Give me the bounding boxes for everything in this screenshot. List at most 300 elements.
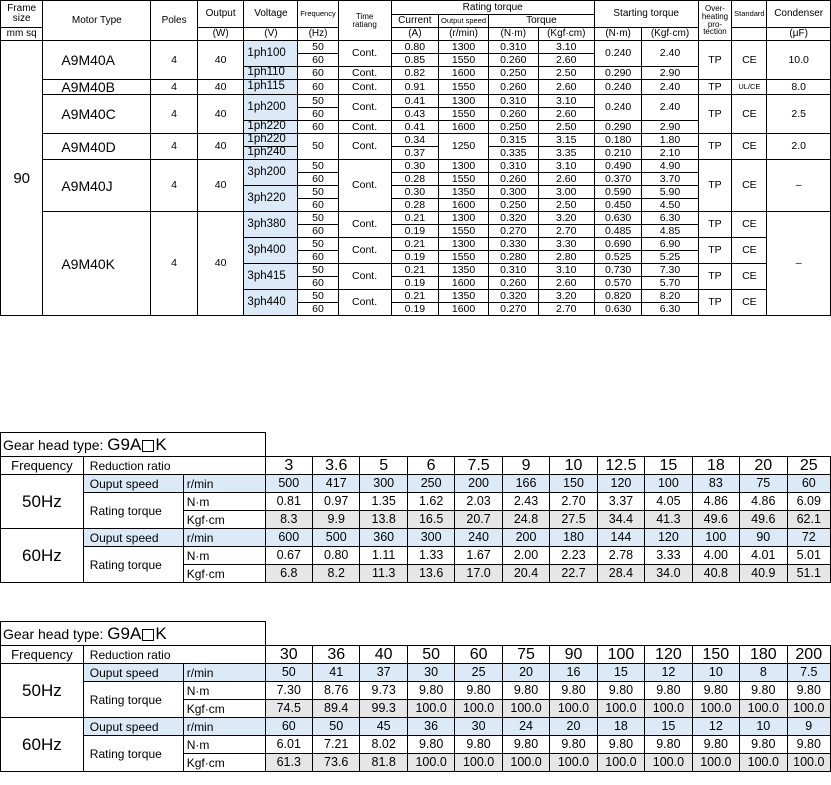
output-value: 40 — [197, 212, 244, 316]
start-torque-kgf: 2.40 — [642, 41, 698, 67]
standard-value: CE — [732, 264, 767, 290]
voltage-value: 3ph400 — [244, 238, 298, 264]
motor-model: A9M40A — [43, 41, 151, 80]
torque-kgf-value: 99.3 — [360, 700, 407, 718]
rating-value: 0.250 — [488, 199, 538, 212]
header-starting-torque: Starting torque — [594, 1, 698, 28]
speed-value: 200 — [455, 475, 502, 493]
torque-nm-value: 2.43 — [502, 493, 549, 511]
frequency-label: Frequency — [1, 457, 84, 475]
speed-value: 10 — [692, 664, 739, 682]
rating-value: 0.250 — [488, 67, 538, 80]
speed-value: 240 — [455, 529, 502, 547]
torque-nm-value: 2.03 — [455, 493, 502, 511]
rating-value: 3.10 — [538, 41, 594, 54]
rating-value: 0.320 — [488, 290, 538, 303]
speed-value: 120 — [645, 529, 692, 547]
rating-value: 0.21 — [391, 212, 439, 225]
speed-value: 72 — [787, 529, 830, 547]
rating-value: 4.50 — [642, 199, 698, 212]
speed-value: 12 — [645, 664, 692, 682]
ratio-value: 15 — [645, 457, 692, 475]
speed-value: 36 — [407, 718, 454, 736]
header-rating-torque: Rating torque — [391, 1, 594, 15]
rating-value: 0.37 — [391, 147, 439, 160]
header-time-rating: Time ratiang — [338, 1, 391, 41]
torque-kgf-value: 100.0 — [407, 700, 454, 718]
torque-kgf-value: 51.1 — [787, 565, 830, 583]
torque-kgf-value: 100.0 — [645, 700, 692, 718]
tp-value: TP — [698, 212, 732, 238]
torque-nm-value: 1.33 — [407, 547, 454, 565]
frequency-50hz: 50Hz — [1, 475, 84, 529]
checkbox-square-icon — [142, 629, 154, 641]
torque-nm-value: 9.80 — [407, 682, 454, 700]
blank-cell — [502, 433, 549, 457]
rating-value: 0.19 — [391, 303, 439, 316]
voltage-value: 1ph110 — [244, 67, 298, 80]
unit-nm: N·m — [183, 493, 265, 511]
speed-value: 41 — [313, 664, 360, 682]
speed-value: 30 — [407, 664, 454, 682]
torque-kgf-value: 6.8 — [265, 565, 312, 583]
time-rating-value: Cont. — [338, 238, 391, 264]
unit-nm: N·m — [183, 547, 265, 565]
rating-value: 0.43 — [391, 108, 439, 121]
motor-model: A9M40J — [43, 160, 151, 212]
poles-value: 4 — [151, 41, 198, 80]
rating-value: 0.260 — [488, 173, 538, 186]
rating-torque-label: Rating torque — [83, 736, 183, 772]
blank-cell — [740, 433, 787, 457]
unit-kgfcm: Kgf·cm — [183, 565, 265, 583]
torque-nm-value: 9.80 — [645, 682, 692, 700]
rating-value: 0.21 — [391, 290, 439, 303]
blank-cell — [645, 622, 692, 646]
freq-value: 50 — [298, 238, 338, 251]
voltage-value: 3ph380 — [244, 212, 298, 238]
torque-kgf-value: 100.0 — [597, 700, 644, 718]
rating-value: 1350 — [439, 186, 489, 199]
ratio-value: 120 — [645, 646, 692, 664]
unit-rpm: r/min — [183, 475, 265, 493]
speed-value: 200 — [502, 529, 549, 547]
freq-value: 60 — [298, 173, 338, 186]
speed-value: 50 — [313, 718, 360, 736]
rating-value: 0.525 — [594, 251, 642, 264]
torque-nm-value: 1.62 — [407, 493, 454, 511]
speed-value: 20 — [502, 664, 549, 682]
rating-value: 0.28 — [391, 199, 439, 212]
ratio-value: 150 — [692, 646, 739, 664]
torque-kgf-value: 40.8 — [692, 565, 739, 583]
unit-start-kgfcm: (Kgf·cm) — [642, 28, 698, 41]
unit-rpm: (r/min) — [439, 28, 489, 41]
time-rating-value: Cont. — [338, 80, 391, 95]
torque-nm-value: 9.80 — [502, 682, 549, 700]
ratio-value: 7.5 — [455, 457, 502, 475]
torque-nm-value: 9.80 — [597, 682, 644, 700]
start-torque-nm: 0.210 — [594, 147, 642, 160]
time-rating-value: Cont. — [338, 41, 391, 67]
rating-value: 0.270 — [488, 225, 538, 238]
condenser-value: – — [767, 160, 831, 212]
speed-value: 500 — [265, 475, 312, 493]
tp-value: TP — [698, 95, 732, 134]
ratio-value: 30 — [265, 646, 312, 664]
rating-value: 4.90 — [642, 160, 698, 173]
rating-value: 2.60 — [538, 277, 594, 290]
rating-value: 0.335 — [488, 147, 538, 160]
output-value: 40 — [197, 41, 244, 80]
rating-value: 1300 — [439, 212, 489, 225]
unit-rpm: r/min — [183, 664, 265, 682]
rating-value: 3.10 — [538, 264, 594, 277]
ratio-value: 25 — [787, 457, 830, 475]
freq-value: 60 — [298, 225, 338, 238]
standard-value: CE — [732, 290, 767, 316]
rating-value: 1600 — [439, 303, 489, 316]
voltage-value: 1ph220 — [244, 134, 298, 147]
condenser-value: 2.5 — [767, 95, 831, 134]
freq-value: 50 — [298, 160, 338, 173]
rating-value: 0.330 — [488, 238, 538, 251]
rating-value: 2.60 — [538, 108, 594, 121]
unit-nm: N·m — [183, 736, 265, 754]
torque-kgf-value: 100.0 — [455, 754, 502, 772]
torque-nm-value: 9.80 — [692, 736, 739, 754]
blank-cell — [407, 433, 454, 457]
rating-value: 0.590 — [594, 186, 642, 199]
rating-value: 1250 — [439, 134, 489, 160]
frequency-label: Frequency — [1, 646, 84, 664]
ratio-value: 6 — [407, 457, 454, 475]
blank-cell — [550, 433, 597, 457]
unit-start-nm: (N·m) — [594, 28, 642, 41]
torque-nm-value: 9.80 — [645, 736, 692, 754]
rating-value: 3.30 — [538, 238, 594, 251]
time-rating-value: Cont. — [338, 290, 391, 316]
header-overheating: Over- heating pro- tection — [698, 1, 732, 41]
standard-value: CE — [732, 212, 767, 238]
rating-value: 3.20 — [538, 212, 594, 225]
speed-value: 166 — [502, 475, 549, 493]
rating-value: 0.310 — [488, 160, 538, 173]
start-torque-nm: 0.180 — [594, 134, 642, 147]
freq-value: 50 — [298, 95, 338, 108]
torque-kgf-value: 8.3 — [265, 511, 312, 529]
speed-value: 10 — [740, 718, 787, 736]
standard-value: CE — [732, 160, 767, 212]
speed-value: 50 — [265, 664, 312, 682]
torque-kgf-value: 16.5 — [407, 511, 454, 529]
torque-nm-value: 9.80 — [502, 736, 549, 754]
rating-value: 7.30 — [642, 264, 698, 277]
standard-value: CE — [732, 41, 767, 80]
rating-value: 5.90 — [642, 186, 698, 199]
speed-value: 7.5 — [787, 664, 830, 682]
rating-value: 0.820 — [594, 290, 642, 303]
torque-nm-value: 9.80 — [692, 682, 739, 700]
blank-cell — [455, 433, 502, 457]
unit-kgfcm: Kgf·cm — [183, 700, 265, 718]
start-torque-kgf: 2.90 — [642, 67, 698, 80]
time-rating-value: Cont. — [338, 121, 391, 134]
rating-value: 2.50 — [538, 121, 594, 134]
rating-value: 2.60 — [538, 173, 594, 186]
speed-value: 100 — [645, 475, 692, 493]
unit-standard-blank — [732, 28, 767, 41]
rating-value: 2.50 — [538, 199, 594, 212]
unit-v: (V) — [244, 28, 298, 41]
torque-kgf-value: 100.0 — [645, 754, 692, 772]
torque-nm-value: 1.35 — [360, 493, 407, 511]
torque-kgf-value: 8.2 — [313, 565, 360, 583]
torque-kgf-value: 100.0 — [787, 754, 830, 772]
ratio-value: 10 — [550, 457, 597, 475]
tp-value: TP — [698, 41, 732, 80]
rating-value: 0.260 — [488, 54, 538, 67]
torque-nm-value: 9.80 — [550, 736, 597, 754]
rating-value: 1550 — [439, 80, 489, 95]
torque-nm-value: 1.11 — [360, 547, 407, 565]
voltage-value: 1ph200 — [244, 95, 298, 121]
ratio-value: 20 — [740, 457, 787, 475]
rating-value: 0.310 — [488, 41, 538, 54]
start-torque-kgf: 2.90 — [642, 121, 698, 134]
unit-nm: (N·m) — [488, 28, 538, 41]
output-value: 40 — [197, 134, 244, 160]
voltage-value: 1ph220 — [244, 121, 298, 134]
torque-nm-value: 4.86 — [692, 493, 739, 511]
freq-value: 50 — [298, 186, 338, 199]
torque-kgf-value: 100.0 — [455, 700, 502, 718]
tp-value: TP — [698, 134, 732, 160]
freq-value: 60 — [298, 303, 338, 316]
speed-value: 15 — [597, 664, 644, 682]
header-torque: Torque — [488, 15, 594, 28]
freq-value: 60 — [298, 108, 338, 121]
voltage-value: 1ph115 — [244, 80, 298, 95]
torque-nm-value: 9.80 — [455, 682, 502, 700]
rating-value: 1350 — [439, 264, 489, 277]
rating-value: 0.28 — [391, 173, 439, 186]
speed-value: 25 — [455, 664, 502, 682]
torque-kgf-value: 61.3 — [265, 754, 312, 772]
rating-value: 2.50 — [538, 67, 594, 80]
start-torque-nm: 0.290 — [594, 67, 642, 80]
rating-value: 0.82 — [391, 67, 439, 80]
torque-nm-value: 6.01 — [265, 736, 312, 754]
output-speed-label: Ouput speed — [83, 529, 183, 547]
speed-value: 144 — [597, 529, 644, 547]
motor-spec-table — [0, 0, 831, 316]
rating-value: 2.40 — [642, 80, 698, 95]
standard-value: CE — [732, 238, 767, 264]
torque-kgf-value: 100.0 — [550, 700, 597, 718]
torque-kgf-value: 100.0 — [550, 754, 597, 772]
torque-nm-value: 9.80 — [740, 736, 787, 754]
blank-cell — [265, 433, 312, 457]
rating-value: 1550 — [439, 225, 489, 238]
header-condenser: Condenser — [767, 1, 831, 28]
rating-value: 0.485 — [594, 225, 642, 238]
torque-kgf-value: 100.0 — [502, 700, 549, 718]
torque-nm-value: 8.76 — [313, 682, 360, 700]
rating-value: 3.15 — [538, 134, 594, 147]
freq-value: 60 — [298, 121, 338, 134]
voltage-value: 3ph415 — [244, 264, 298, 290]
freq-value: 60 — [298, 199, 338, 212]
rating-value: 0.19 — [391, 251, 439, 264]
torque-kgf-value: 24.8 — [502, 511, 549, 529]
torque-kgf-value: 34.4 — [597, 511, 644, 529]
rating-value: 2.60 — [538, 80, 594, 95]
frame-size-value: 90 — [1, 41, 43, 316]
torque-kgf-value: 100.0 — [692, 700, 739, 718]
speed-value: 100 — [692, 529, 739, 547]
frequency-50hz: 50Hz — [1, 664, 84, 718]
time-rating-value: Cont. — [338, 160, 391, 212]
rating-value: 0.260 — [488, 108, 538, 121]
reduction-ratio-label: Reduction ratio — [83, 457, 265, 475]
torque-nm-value: 1.67 — [455, 547, 502, 565]
speed-value: 360 — [360, 529, 407, 547]
rating-value: 0.41 — [391, 121, 439, 134]
start-torque-nm: 0.240 — [594, 95, 642, 121]
rating-value: 2.80 — [538, 251, 594, 264]
output-value: 40 — [197, 95, 244, 134]
torque-nm-value: 9.80 — [787, 736, 830, 754]
blank-cell — [597, 433, 644, 457]
rating-value: 0.300 — [488, 186, 538, 199]
rating-value: 3.10 — [538, 95, 594, 108]
torque-nm-value: 0.67 — [265, 547, 312, 565]
torque-kgf-value: 62.1 — [787, 511, 830, 529]
speed-value: 300 — [407, 529, 454, 547]
speed-value: 180 — [550, 529, 597, 547]
rating-value: 3.00 — [538, 186, 594, 199]
blank-cell — [787, 622, 830, 646]
rating-value: 1550 — [439, 173, 489, 186]
rating-value: 0.21 — [391, 238, 439, 251]
unit-kgfcm: Kgf·cm — [183, 754, 265, 772]
time-rating-value: Cont. — [338, 67, 391, 80]
rating-value: 0.630 — [594, 303, 642, 316]
poles-value: 4 — [151, 134, 198, 160]
torque-kgf-value: 81.8 — [360, 754, 407, 772]
header-output: Output — [197, 1, 244, 28]
ratio-value: 180 — [740, 646, 787, 664]
gear-head-type-title: Gear head type: G9A K — [1, 622, 266, 646]
freq-value: 50 — [298, 41, 338, 54]
rating-value: 3.10 — [538, 160, 594, 173]
rating-value: 1300 — [439, 238, 489, 251]
torque-kgf-value: 100.0 — [740, 754, 787, 772]
torque-nm-value: 7.30 — [265, 682, 312, 700]
rating-value: 1300 — [439, 160, 489, 173]
rating-torque-label: Rating torque — [83, 682, 183, 718]
freq-value: 60 — [298, 277, 338, 290]
torque-nm-value: 4.01 — [740, 547, 787, 565]
speed-value: 150 — [550, 475, 597, 493]
speed-value: 30 — [455, 718, 502, 736]
rating-value: 4.85 — [642, 225, 698, 238]
speed-value: 9 — [787, 718, 830, 736]
voltage-value: 3ph200 — [244, 160, 298, 186]
standard-value: CE — [732, 134, 767, 160]
speed-value: 120 — [597, 475, 644, 493]
freq-value: 60 — [298, 54, 338, 67]
time-rating-value: Cont. — [338, 212, 391, 238]
header-current: Current — [391, 15, 439, 28]
speed-value: 60 — [265, 718, 312, 736]
ratio-value: 9 — [502, 457, 549, 475]
rating-value: 6.30 — [642, 212, 698, 225]
torque-nm-value: 9.80 — [407, 736, 454, 754]
voltage-value: 1ph240 — [244, 147, 298, 160]
rating-value: 5.25 — [642, 251, 698, 264]
torque-kgf-value: 20.4 — [502, 565, 549, 583]
torque-kgf-value: 27.5 — [550, 511, 597, 529]
torque-kgf-value: 100.0 — [787, 700, 830, 718]
ratio-value: 200 — [787, 646, 830, 664]
voltage-value: 3ph440 — [244, 290, 298, 316]
torque-nm-value: 9.73 — [360, 682, 407, 700]
poles-value: 4 — [151, 212, 198, 316]
rating-value: 0.85 — [391, 54, 439, 67]
torque-kgf-value: 41.3 — [645, 511, 692, 529]
unit-w: (W) — [197, 28, 244, 41]
rating-value: 0.41 — [391, 95, 439, 108]
ratio-value: 3.6 — [313, 457, 360, 475]
output-speed-label: Ouput speed — [83, 475, 183, 493]
rating-value: 3.20 — [538, 290, 594, 303]
poles-value: 4 — [151, 95, 198, 134]
rating-value: 3.70 — [642, 173, 698, 186]
freq-value: 50 — [298, 264, 338, 277]
output-speed-label: Ouput speed — [83, 718, 183, 736]
output-value: 40 — [197, 80, 244, 95]
speed-value: 60 — [787, 475, 830, 493]
torque-kgf-value: 100.0 — [407, 754, 454, 772]
rating-value: 1600 — [439, 67, 489, 80]
gear-head-type-title: Gear head type: G9A K — [1, 433, 266, 457]
torque-kgf-value: 73.6 — [313, 754, 360, 772]
tp-value: TP — [698, 80, 732, 95]
freq-value: 60 — [298, 251, 338, 264]
unit-a: (A) — [391, 28, 439, 41]
torque-kgf-value: 100.0 — [597, 754, 644, 772]
rating-value: 0.240 — [594, 80, 642, 95]
speed-value: 600 — [265, 529, 312, 547]
rating-value: 3.35 — [538, 147, 594, 160]
torque-nm-value: 8.02 — [360, 736, 407, 754]
torque-nm-value: 9.80 — [455, 736, 502, 754]
rating-value: 0.280 — [488, 251, 538, 264]
blank-cell — [692, 622, 739, 646]
rating-value: 1550 — [439, 251, 489, 264]
speed-value: 12 — [692, 718, 739, 736]
speed-value: 20 — [550, 718, 597, 736]
rating-value: 0.450 — [594, 199, 642, 212]
rating-value: 1350 — [439, 290, 489, 303]
blank-cell — [550, 622, 597, 646]
torque-kgf-value: 89.4 — [313, 700, 360, 718]
rating-value: 0.315 — [488, 134, 538, 147]
unit-nm: N·m — [183, 682, 265, 700]
motor-model: A9M40B — [43, 80, 151, 95]
